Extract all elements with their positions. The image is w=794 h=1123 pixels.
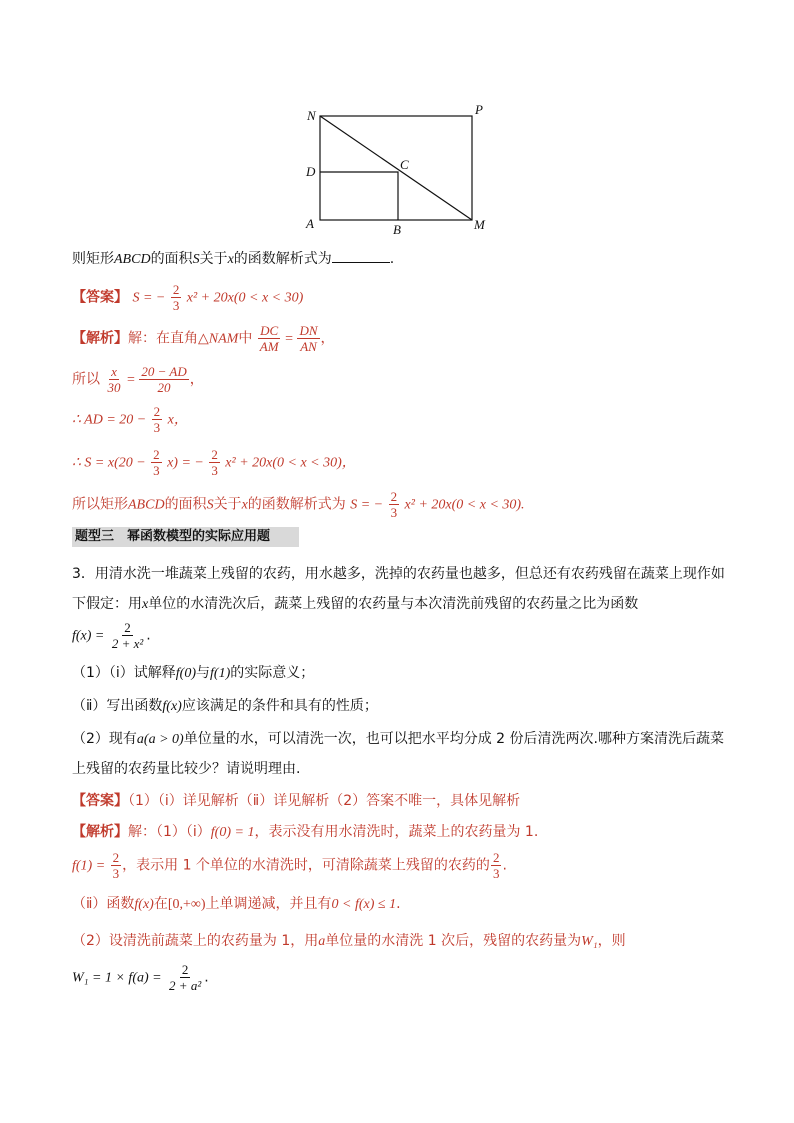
answer-blank: [332, 250, 390, 263]
rectangle-figure: [300, 100, 500, 240]
label-a: A: [306, 216, 314, 231]
q2-step1: 所以 $\frac{x}{30}$ = $\frac{20 - AD}{20}$ ，: [72, 364, 204, 395]
q3-line2: 下假定：用x单位的水清洗次后，蔬菜上残留的农药量与本次清洗前残留的农药量之比为函数: [72, 596, 639, 612]
q3-analysis-5: W₁ = 1 × f(a) = $\frac{2}{\text{2 + a²}}$ .: [72, 962, 209, 993]
q2-answer: 【答案】 S = − $\frac{2}{3}$ x² + 20x(0 < x < 30): [72, 282, 304, 313]
q3-analysis-4: （2）设清洗前蔬菜上的农药量为 1，用a单位量的水清洗 1 次后，残留的农药量为W₁，则: [72, 933, 626, 949]
label-d: D: [306, 164, 316, 179]
q3-analysis-2: f(1) = $\frac{2}{3}$ ，表示用 1 个单位的水清洗时，可清除蔬菜上残留的农药的 $\frac{2}{3}$ .: [72, 850, 507, 881]
q3-function: f(x) = $\frac{2}{\text{2 + x²}}$ .: [72, 620, 151, 651]
q2-step3: ∴ S = x(20 − $\frac{2}{3}$ x) = − $\frac{2}{3}$ x² + 20x(0 < x < 30)，: [72, 447, 356, 478]
q3-analysis-1: 【解析】解：（1）（ⅰ）f(0) = 1，表示没有用水清洗时，蔬菜上的农药量为 1.: [72, 824, 539, 840]
q2-conclusion: 所以矩形ABCD的面积S关于x的函数解析式为 S = − $\frac{2}{3}$ x² + 20x(0 < x < 30).: [72, 489, 525, 520]
q2-prompt: 则矩形ABCD的面积S关于x的函数解析式为 .: [72, 251, 395, 267]
q3-line1: 3．用清水洗一堆蔬菜上残留的农药，用水越多，洗掉的农药量也越多，但总还有农药残留在蔬菜上现作如: [72, 566, 725, 582]
label-p: P: [475, 102, 483, 117]
label-c: C: [400, 157, 409, 172]
q3-answer: 【答案】（1）（ⅰ）详见解析（ⅱ）详见解析（2）答案不唯一，具体见解析: [72, 793, 521, 809]
diagonal-nm: [320, 116, 472, 220]
q2-analysis: 【解析】解：在直角△NAM中 $\frac{DC}{AM}$ = $\frac{DN}{AN}$ ，: [72, 323, 335, 354]
section-heading: 题型三 幂函数模型的实际应用题: [72, 527, 299, 547]
q3-part2-line2: 上残留的农药量比较少？请说明理由.: [72, 761, 301, 777]
q3-analysis-3: （ⅱ）函数f(x)在[0,+∞)上单调递减，并且有0 < f(x) ≤ 1.: [72, 896, 401, 912]
inner-rectangle-abcd: [320, 172, 398, 220]
label-n: N: [307, 108, 316, 123]
label-m: M: [474, 217, 485, 232]
q3-part2: （2）现有a(a > 0)单位量的水，可以清洗一次，也可以把水平均分成 2 份后清洗两次.哪种方案清洗后蔬菜: [72, 731, 724, 747]
label-b: B: [393, 222, 401, 237]
q3-part1ii: （ⅱ）写出函数f(x)应该满足的条件和具有的性质；: [72, 698, 378, 714]
q2-step2: ∴ AD = 20 − $\frac{2}{3}$ x，: [72, 404, 188, 435]
q3-part1i: （1）（ⅰ）试解释f(0)与f(1)的实际意义；: [72, 665, 315, 681]
